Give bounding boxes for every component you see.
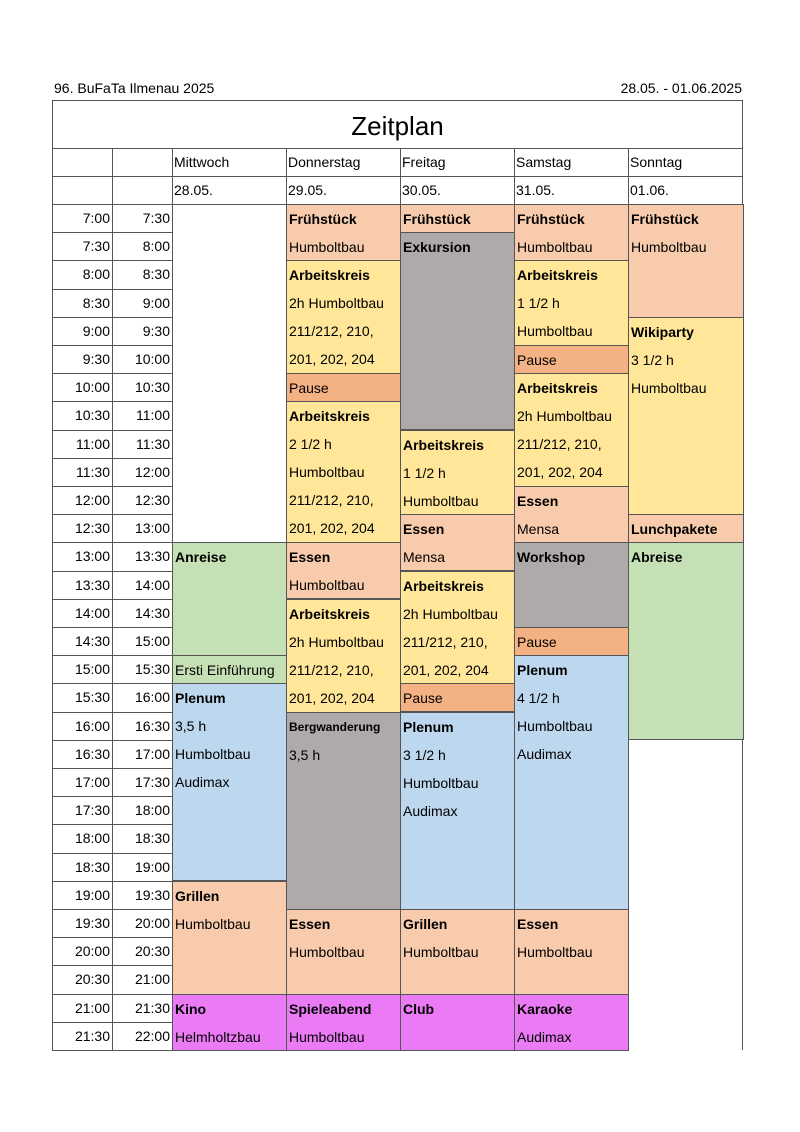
day-name: Mittwoch — [174, 154, 230, 170]
event-detail: Mensa — [517, 521, 560, 537]
event-title: Bergwanderung — [289, 720, 381, 734]
event-detail: 201, 202, 204 — [517, 464, 603, 480]
event-detail: Audimax — [517, 1029, 572, 1045]
day-name: Freitag — [402, 154, 446, 170]
event-detail: Humboltbau — [175, 916, 251, 932]
event-title: Pause — [289, 380, 329, 396]
grid-line — [52, 100, 53, 148]
schedule-event — [400, 514, 515, 571]
event-detail: Humboltbau — [289, 577, 365, 593]
time-end: 11:00 — [136, 407, 170, 424]
event-name: 96. BuFaTa Ilmenau 2025 — [54, 80, 215, 96]
time-end: 21:30 — [134, 999, 170, 1016]
time-start: 18:30 — [74, 858, 110, 875]
schedule-event — [628, 514, 744, 543]
event-title: Frühstück — [289, 211, 357, 227]
time-start: 14:00 — [74, 604, 110, 621]
time-end: 19:30 — [134, 886, 170, 903]
event-detail: 3 1/2 h — [403, 747, 446, 763]
page-title: Zeitplan — [351, 111, 444, 141]
event-title: Arbeitskreis — [403, 437, 484, 453]
grid-line — [112, 204, 113, 1050]
event-title: Anreise — [175, 549, 227, 565]
event-title: Arbeitskreis — [517, 380, 598, 396]
time-start: 17:30 — [74, 802, 110, 819]
event-detail: 211/212, 210, — [289, 492, 374, 508]
schedule-event — [400, 909, 515, 995]
time-end: 7:30 — [142, 210, 170, 226]
event-title: Essen — [517, 493, 559, 509]
time-end: 8:00 — [142, 238, 170, 255]
event-title: Grillen — [403, 916, 448, 932]
schedule-event — [172, 994, 287, 1051]
event-title: Essen — [403, 521, 445, 537]
event-title: Workshop — [517, 549, 586, 565]
schedule-event — [286, 712, 401, 910]
grid-line — [52, 204, 53, 1050]
schedule-event — [514, 260, 629, 346]
event-title: Kino — [175, 1001, 207, 1017]
time-end: 21:00 — [134, 971, 170, 988]
schedule-event — [286, 373, 401, 402]
time-start: 9:00 — [82, 322, 110, 339]
event-title: Abreise — [631, 549, 683, 565]
event-title: Arbeitskreis — [289, 267, 370, 283]
event-detail: 2h Humboltbau — [403, 606, 498, 622]
time-end: 11:30 — [136, 435, 170, 452]
time-end: 14:00 — [134, 576, 170, 593]
schedule-event — [400, 430, 515, 516]
event-detail: 2h Humboltbau — [289, 295, 384, 311]
schedule-event — [514, 542, 629, 628]
event-detail: Mensa — [403, 549, 446, 565]
event-detail: Audimax — [517, 746, 572, 762]
schedule-event — [514, 655, 629, 910]
event-title: Arbeitskreis — [517, 267, 598, 283]
day-date: 29.05. — [288, 182, 327, 198]
schedule-event — [172, 683, 287, 881]
schedule-event — [286, 909, 401, 995]
time-start: 18:00 — [74, 830, 110, 847]
event-title: Frühstück — [403, 211, 471, 227]
time-end: 8:30 — [142, 266, 170, 283]
time-end: 12:30 — [134, 492, 170, 508]
time-start: 21:00 — [74, 999, 110, 1016]
day-date: 30.05. — [402, 182, 441, 198]
time-start: 7:30 — [82, 238, 110, 255]
event-detail: 211/212, 210, — [289, 323, 374, 339]
event-detail: 3,5 h — [289, 747, 321, 763]
event-title: Spieleabend — [289, 1001, 372, 1017]
event-detail: 4 1/2 h — [517, 690, 560, 706]
event-detail: Humboltbau — [289, 464, 365, 480]
event-title: Pause — [517, 352, 557, 368]
time-start: 20:30 — [74, 971, 110, 988]
schedule-event — [400, 994, 515, 1051]
schedule-event — [172, 881, 287, 995]
schedule-event — [628, 204, 744, 318]
schedule-event — [400, 232, 515, 430]
time-start: 7:00 — [82, 210, 110, 226]
event-detail: Humboltbau — [631, 380, 707, 396]
schedule-table — [52, 100, 743, 1054]
schedule-event — [286, 599, 401, 713]
time-end: 13:00 — [134, 520, 170, 537]
time-end: 12:00 — [134, 463, 170, 480]
event-detail: Humboltbau — [403, 944, 479, 960]
time-end: 17:00 — [134, 745, 170, 762]
schedule-event — [514, 994, 629, 1051]
event-detail: Humboltbau — [289, 944, 365, 960]
time-start: 9:30 — [82, 351, 110, 367]
day-name: Donnerstag — [288, 154, 361, 170]
schedule-event — [400, 204, 515, 233]
event-detail: Humboltbau — [403, 493, 479, 509]
event-detail: Humboltbau — [289, 1029, 365, 1045]
schedule-event — [514, 373, 629, 487]
day-name: Sonntag — [630, 154, 683, 170]
time-end: 22:00 — [134, 1027, 170, 1044]
schedule-event — [628, 317, 744, 515]
event-title: Essen — [289, 916, 331, 932]
time-end: 15:00 — [134, 633, 170, 649]
event-detail: Humboltbau — [631, 239, 707, 255]
day-date: 01.06. — [630, 182, 669, 198]
time-start: 11:00 — [76, 435, 110, 452]
schedule-event — [514, 909, 629, 995]
time-start: 16:00 — [74, 717, 110, 734]
time-start: 14:30 — [74, 633, 110, 649]
time-start: 10:00 — [74, 379, 110, 396]
event-detail: 211/212, 210, — [517, 436, 602, 452]
time-end: 18:30 — [134, 830, 170, 847]
event-title: Plenum — [403, 719, 454, 735]
day-date: 28.05. — [174, 182, 213, 198]
time-end: 19:00 — [134, 858, 170, 875]
event-title: Exkursion — [403, 239, 471, 255]
schedule-event — [286, 401, 401, 543]
grid-line — [52, 1050, 172, 1051]
schedule-event — [286, 994, 401, 1051]
time-end: 16:30 — [134, 717, 170, 734]
event-title: Pause — [403, 690, 443, 706]
time-start: 21:30 — [74, 1027, 110, 1044]
schedule-event — [628, 542, 744, 740]
day-name: Samstag — [516, 154, 572, 170]
schedule-event — [286, 204, 401, 261]
schedule-event — [400, 683, 515, 712]
grid-line — [742, 100, 743, 148]
event-detail: Helmholtzbau — [175, 1029, 261, 1045]
event-title: Ersti Einführung — [175, 662, 275, 678]
event-title: Grillen — [175, 888, 220, 904]
event-detail: 201, 202, 204 — [289, 351, 375, 367]
event-detail: Humboltbau — [517, 718, 593, 734]
time-end: 13:30 — [134, 548, 170, 565]
schedule-event — [514, 345, 629, 374]
event-title: Wikiparty — [631, 324, 694, 340]
event-detail: Humboltbau — [175, 746, 251, 762]
event-title: Karaoke — [517, 1001, 573, 1017]
time-end: 10:30 — [134, 379, 170, 396]
time-end: 16:00 — [134, 689, 170, 706]
event-detail: 201, 202, 204 — [289, 690, 375, 706]
schedule-event — [286, 260, 401, 374]
event-detail: 2h Humboltbau — [289, 634, 384, 650]
event-detail: Humboltbau — [517, 323, 593, 339]
time-end: 15:30 — [134, 661, 170, 678]
event-detail: 2 1/2 h — [289, 436, 332, 452]
event-detail: Humboltbau — [517, 239, 593, 255]
time-start: 16:30 — [74, 745, 110, 762]
grid-line — [52, 100, 743, 101]
event-detail: Humboltbau — [403, 775, 479, 791]
event-title: Frühstück — [517, 211, 585, 227]
event-title: Arbeitskreis — [289, 408, 370, 424]
time-start: 11:30 — [76, 463, 110, 480]
time-start: 13:00 — [74, 548, 110, 565]
time-start: 15:30 — [74, 689, 110, 706]
schedule-event — [286, 542, 401, 599]
event-detail: 3,5 h — [175, 718, 207, 734]
time-end: 9:00 — [142, 294, 170, 311]
time-start: 15:00 — [74, 661, 110, 678]
time-end: 20:30 — [134, 943, 170, 960]
time-start: 10:30 — [74, 407, 110, 424]
day-date: 31.05. — [516, 182, 555, 198]
event-detail: Audimax — [175, 774, 230, 790]
schedule-event — [172, 542, 287, 656]
event-detail: 211/212, 210, — [289, 662, 374, 678]
event-detail: 1 1/2 h — [403, 465, 446, 481]
time-start: 19:00 — [74, 886, 110, 903]
event-detail: 3 1/2 h — [631, 352, 674, 368]
time-start: 17:00 — [74, 774, 110, 790]
time-start: 12:30 — [74, 520, 110, 537]
schedule-event — [514, 486, 629, 543]
time-start: 12:00 — [74, 492, 110, 508]
event-detail: 2h Humboltbau — [517, 408, 612, 424]
event-title: Essen — [517, 916, 559, 932]
event-detail: Humboltbau — [517, 944, 593, 960]
time-end: 17:30 — [134, 774, 170, 790]
time-end: 9:30 — [142, 322, 170, 339]
time-end: 14:30 — [134, 604, 170, 621]
schedule-event — [400, 571, 515, 685]
time-start: 8:00 — [82, 266, 110, 283]
time-start: 8:30 — [82, 294, 110, 311]
time-end: 10:00 — [134, 351, 170, 367]
event-title: Essen — [289, 549, 331, 565]
event-title: Arbeitskreis — [403, 578, 484, 594]
event-detail: 211/212, 210, — [403, 634, 488, 650]
event-detail: Audimax — [403, 803, 458, 819]
event-detail: Humboltbau — [289, 239, 365, 255]
event-title: Lunchpakete — [631, 521, 718, 537]
event-title: Plenum — [517, 662, 568, 678]
event-title: Arbeitskreis — [289, 606, 370, 622]
time-start: 13:30 — [74, 576, 110, 593]
date-range: 28.05. - 01.06.2025 — [620, 80, 742, 96]
grid-line — [52, 148, 53, 204]
event-title: Club — [403, 1001, 435, 1017]
schedule-event — [514, 627, 629, 656]
time-start: 19:30 — [74, 915, 110, 931]
event-title: Pause — [517, 634, 557, 650]
time-start: 20:00 — [74, 943, 110, 960]
event-title: Frühstück — [631, 211, 699, 227]
time-end: 20:00 — [134, 915, 170, 931]
event-detail: 201, 202, 204 — [403, 662, 489, 678]
event-title: Plenum — [175, 690, 226, 706]
time-end: 18:00 — [134, 802, 170, 819]
event-detail: 1 1/2 h — [517, 295, 560, 311]
event-detail: 201, 202, 204 — [289, 520, 375, 536]
schedule-event — [172, 655, 287, 684]
schedule-event — [400, 712, 515, 910]
grid-line — [112, 148, 113, 204]
schedule-event — [514, 204, 629, 261]
